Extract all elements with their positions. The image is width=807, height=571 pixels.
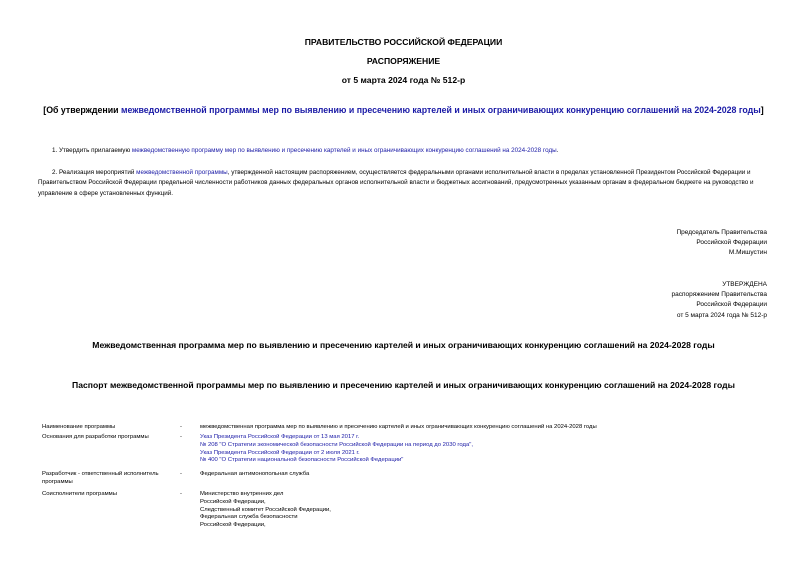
coexecutor-line-3: Следственный комитет Российской Федерации, bbox=[200, 506, 331, 513]
passport-row-name bbox=[0, 424, 807, 433]
developer-label-line-2: программы bbox=[42, 478, 73, 485]
signature-name: М.Мишустин bbox=[728, 249, 767, 257]
basis-decree-400-link[interactable]: Указ Президента Российской Федерации от 2 июля 2021 г. bbox=[200, 449, 360, 456]
p1-before: 1. Утвердить прилагаемую bbox=[52, 147, 132, 154]
name-label: Наименование программы bbox=[42, 424, 116, 430]
signature-position: Председатель Правительства bbox=[676, 229, 767, 236]
passport-row-developer bbox=[0, 471, 807, 489]
basis-decree-208-title-link[interactable]: № 208 "О Стратегии экономической безопасности Российской Федерации на период до 2030 года", bbox=[200, 441, 473, 448]
p1-program-link[interactable]: межведомственную программу мер по выявлению и пресечению картелей и иных ограничивающих конкуренцию соглашений на 2024-2028 годы bbox=[131, 147, 557, 154]
p1-after: . bbox=[556, 147, 559, 154]
passport-row-basis bbox=[0, 434, 807, 468]
approval-block bbox=[672, 280, 767, 321]
coexecutor-line-5: Российской Федерации, bbox=[200, 522, 266, 529]
passport-row-coexecutors bbox=[0, 491, 807, 535]
basis-decree-208-link[interactable]: Указ Президента Российской Федерации от 13 мая 2017 г. bbox=[200, 434, 360, 440]
name-dash: - bbox=[180, 424, 182, 430]
basis-decree-400-title-link[interactable]: № 400 "О Стратегии национальной безопасности Российской Федерации" bbox=[200, 457, 404, 464]
basis-dash: - bbox=[180, 434, 182, 440]
signature-country: Российской Федерации bbox=[696, 239, 767, 247]
title-program-link[interactable]: межведомственной программы мер по выявлению и пресечению картелей и иных ограничивающих конкуренцию соглашений на 2024-2028 годы bbox=[120, 105, 761, 115]
p2-before: 2. Реализация мероприятий bbox=[52, 169, 137, 176]
basis-value bbox=[200, 434, 780, 465]
title-open: [Об утверждении bbox=[43, 105, 121, 115]
name-value: межведомственная программа мер по выявлению и пресечению картелей и иных ограничивающих конкуренцию соглашений на 2024-2028 годы bbox=[200, 424, 597, 430]
paragraph-1 bbox=[52, 146, 772, 156]
document-title bbox=[0, 105, 807, 115]
signature-block bbox=[676, 228, 767, 259]
program-title: Межведомственная программа мер по выявлению и пресечению картелей и иных ограничивающих конкуренцию соглашений на 2024-2028 годы bbox=[92, 340, 715, 350]
developer-label-line-1: Разработчик - ответственный исполнитель bbox=[42, 471, 159, 477]
government-heading: ПРАВИТЕЛЬСТВО РОССИЙСКОЙ ФЕДЕРАЦИИ bbox=[304, 37, 503, 47]
p2-after: , утвержденной настоящим распоряжением, осуществляется федеральными органами исполнительной власти в пределах установленной Президентом Российской Федерации и Правительством Российской Федерации предельной численности работников данных федеральных органов исполнительной власти и бюджетных ассигнований, предусмотренных указанным органам в федеральном бюджете на руководство и управление в сфере установленных функций. bbox=[38, 169, 754, 197]
approval-country: Российской Федерации bbox=[696, 301, 767, 309]
approval-by: распоряжением Правительства bbox=[671, 291, 767, 299]
coexecutors-value bbox=[200, 491, 780, 530]
developer-label bbox=[42, 471, 177, 487]
developer-value: Федеральная антимонопольная служба bbox=[200, 471, 310, 477]
document-type-heading: РАСПОРЯЖЕНИЕ bbox=[366, 56, 441, 66]
document-date-number: от 5 марта 2024 года № 512-р bbox=[341, 75, 466, 85]
coexecutors-label: Соисполнители программы bbox=[42, 491, 117, 497]
coexecutor-line-4: Федеральная служба безопасности bbox=[200, 514, 298, 521]
p2-program-link[interactable]: межведомственной программы bbox=[136, 169, 228, 176]
approval-date: от 5 марта 2024 года № 512-р bbox=[676, 311, 767, 319]
coexecutors-dash: - bbox=[180, 491, 182, 497]
approval-status: УТВЕРЖДЕНА bbox=[722, 281, 767, 288]
basis-label: Основания для разработки программы bbox=[42, 434, 149, 440]
developer-dash: - bbox=[180, 471, 182, 477]
coexecutor-line-2: Российской Федерации, bbox=[200, 498, 266, 505]
coexecutor-line-1: Министерство внутренних дел bbox=[200, 491, 284, 497]
title-close: ] bbox=[760, 105, 764, 115]
paragraph-2 bbox=[38, 168, 772, 199]
passport-title: Паспорт межведомственной программы мер по выявлению и пресечению картелей и иных ограничивающих конкуренцию соглашений на 2024-2028 годы bbox=[72, 380, 735, 390]
